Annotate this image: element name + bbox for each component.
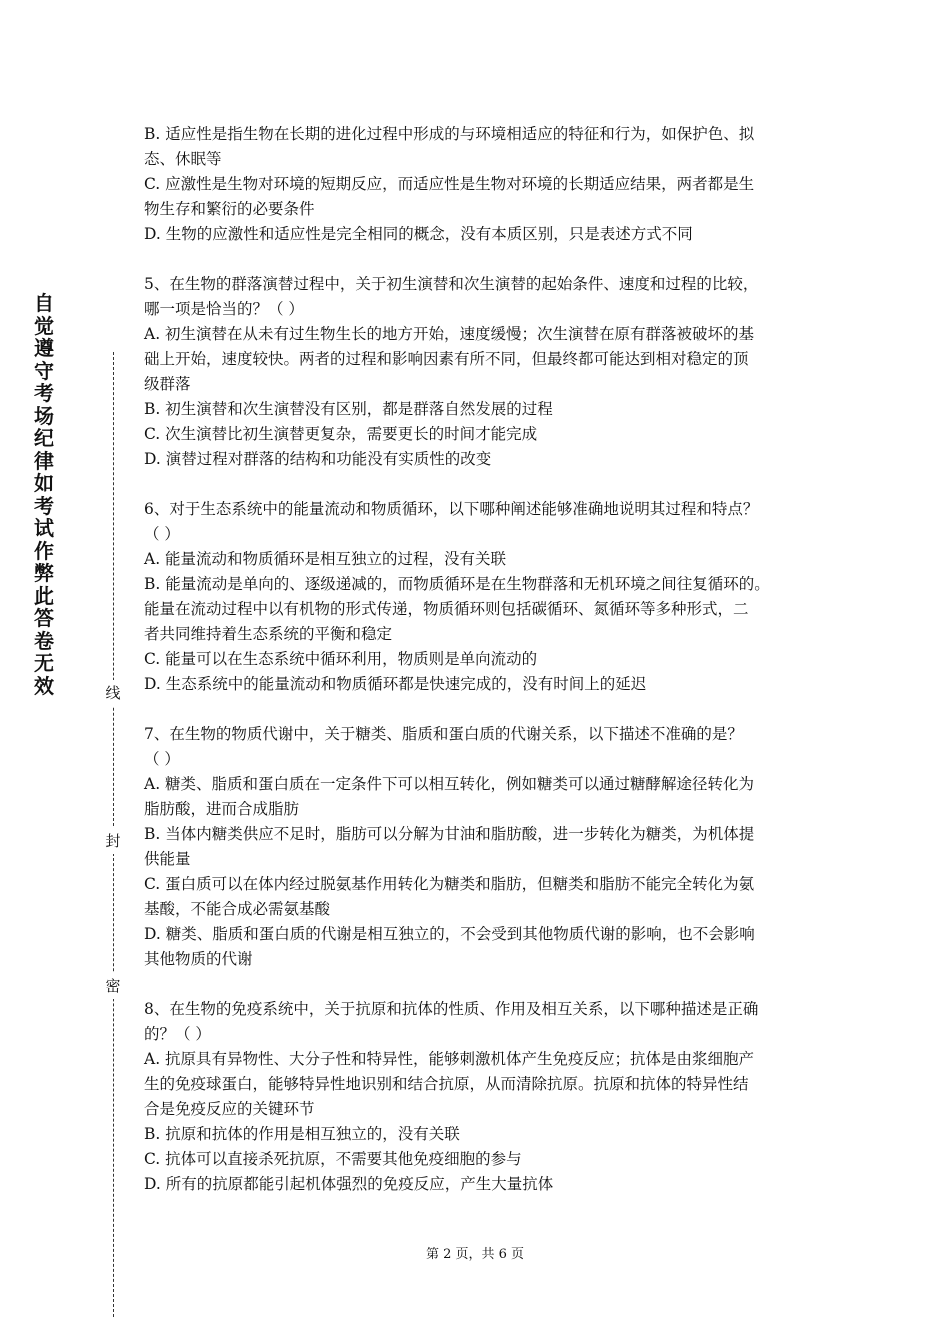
- q5-option-a-line: A. 初生演替在从未有过生物生长的地方开始，速度缓慢；次生演替在原有群落被破坏的基: [144, 325, 755, 343]
- q7-option-b-line: B. 当体内糖类供应不足时，脂肪可以分解为甘油和脂肪酸，进一步转化为糖类，为机体提: [144, 825, 755, 843]
- q8-option-d-line: D. 所有的抗原都能引起机体强烈的免疫反应，产生大量抗体: [144, 1175, 554, 1193]
- q6-option-b-line: 能量在流动过程中以有机物的形式传递，物质循环则包括碳循环、氮循环等多种形式，二: [144, 600, 749, 618]
- page-number-footer: 第 2 页，共 6 页: [425, 1247, 525, 1262]
- q7-stem-line: （ ）: [144, 750, 180, 768]
- question-5: [144, 272, 824, 472]
- q7-option-d-line: 其他物质的代谢: [144, 950, 253, 968]
- q7-option-b-line: 供能量: [144, 850, 191, 868]
- q5-stem-line: 5、在生物的群落演替过程中，关于初生演替和次生演替的起始条件、速度和过程的比较，: [144, 275, 759, 293]
- q6-option-b-line: 者共同维持着生态系统的平衡和稳定: [144, 625, 393, 643]
- q7-option-c-line: 基酸，不能合成必需氨基酸: [144, 900, 331, 918]
- q6-stem-line: 6、对于生态系统中的能量流动和物质循环，以下哪种阐述能够准确地说明其过程和特点？: [144, 500, 759, 518]
- q6-stem-line: （ ）: [144, 525, 180, 543]
- q4-option-c-line: C. 应激性是生物对环境的短期反应，而适应性是生物对环境的长期适应结果，两者都是生: [144, 175, 755, 193]
- q7-option-c-line: C. 蛋白质可以在体内经过脱氨基作用转化为糖类和脂肪，但糖类和脂肪不能完全转化为氨: [144, 875, 755, 893]
- q8-stem-line: 的？（ ）: [144, 1025, 211, 1043]
- q4-option-c-line: 物生存和繁衍的必要条件: [144, 200, 315, 218]
- question-6: [144, 497, 824, 697]
- q5-option-d-line: D. 演替过程对群落的结构和功能没有实质性的改变: [144, 450, 492, 468]
- q5-option-b-line: B. 初生演替和次生演替没有区别，都是群落自然发展的过程: [144, 400, 553, 418]
- question-7: [144, 722, 824, 972]
- q4-option-d-line: D. 生物的应激性和适应性是完全相同的概念，没有本质区别，只是表述方式不同: [144, 225, 693, 243]
- q6-option-c-line: C. 能量可以在生态系统中循环利用，物质则是单向流动的: [144, 650, 538, 668]
- q6-option-b-line: B. 能量流动是单向的、逐级递减的，而物质循环是在生物群落和无机环境之间往复循环的。: [144, 575, 770, 593]
- q4-option-b-line: 态、休眠等: [144, 150, 222, 168]
- exam-content: [144, 122, 824, 1222]
- q7-option-d-line: D. 糖类、脂质和蛋白质的代谢是相互独立的，不会受到其他物质代谢的影响，也不会影响: [144, 925, 755, 943]
- binding-label-mi: 密: [103, 973, 123, 999]
- binding-label-feng: 封: [103, 828, 123, 854]
- q7-option-a-line: A. 糖类、脂质和蛋白质在一定条件下可以相互转化，例如糖类可以通过糖酵解途径转化为: [144, 775, 755, 793]
- question-4-continued: [144, 122, 824, 247]
- question-8: [144, 997, 824, 1197]
- q7-option-a-line: 脂肪酸，进而合成脂肪: [144, 800, 300, 818]
- q8-option-b-line: B. 抗原和抗体的作用是相互独立的，没有关联: [144, 1125, 460, 1143]
- q8-option-a-line: 合是免疫反应的关键环节: [144, 1100, 315, 1118]
- q5-option-a-line: 级群落: [144, 375, 191, 393]
- q4-option-b-line: B. 适应性是指生物在长期的进化过程中形成的与环境相适应的特征和行为，如保护色、拟: [144, 125, 755, 143]
- q5-stem-line: 哪一项是恰当的？（ ）: [144, 300, 304, 318]
- q6-option-d-line: D. 生态系统中的能量流动和物质循环都是快速完成的，没有时间上的延迟: [144, 675, 647, 693]
- q8-option-a-line: 生的免疫球蛋白，能够特异性地识别和结合抗原，从而清除抗原。抗原和抗体的特异性结: [144, 1075, 749, 1093]
- q8-option-c-line: C. 抗体可以直接杀死抗原，不需要其他免疫细胞的参与: [144, 1150, 522, 1168]
- q8-stem-line: 8、在生物的免疫系统中，关于抗原和抗体的性质、作用及相互关系，以下哪种描述是正确: [144, 1000, 759, 1018]
- exam-discipline-notice: 自觉遵守考场纪律如考试作弊此答卷无效: [34, 291, 54, 698]
- q7-stem-line: 7、在生物的物质代谢中，关于糖类、脂质和蛋白质的代谢关系，以下描述不准确的是？: [144, 725, 743, 743]
- binding-label-xian: 线: [103, 680, 123, 706]
- q5-option-a-line: 础上开始，速度较快。两者的过程和影响因素有所不同，但最终都可能达到相对稳定的顶: [144, 350, 749, 368]
- q8-option-a-line: A. 抗原具有异物性、大分子性和特异性，能够刺激机体产生免疫反应；抗体是由浆细胞产: [144, 1050, 755, 1068]
- q6-option-a-line: A. 能量流动和物质循环是相互独立的过程，没有关联: [144, 550, 507, 568]
- q5-option-c-line: C. 次生演替比初生演替更复杂，需要更长的时间才能完成: [144, 425, 538, 443]
